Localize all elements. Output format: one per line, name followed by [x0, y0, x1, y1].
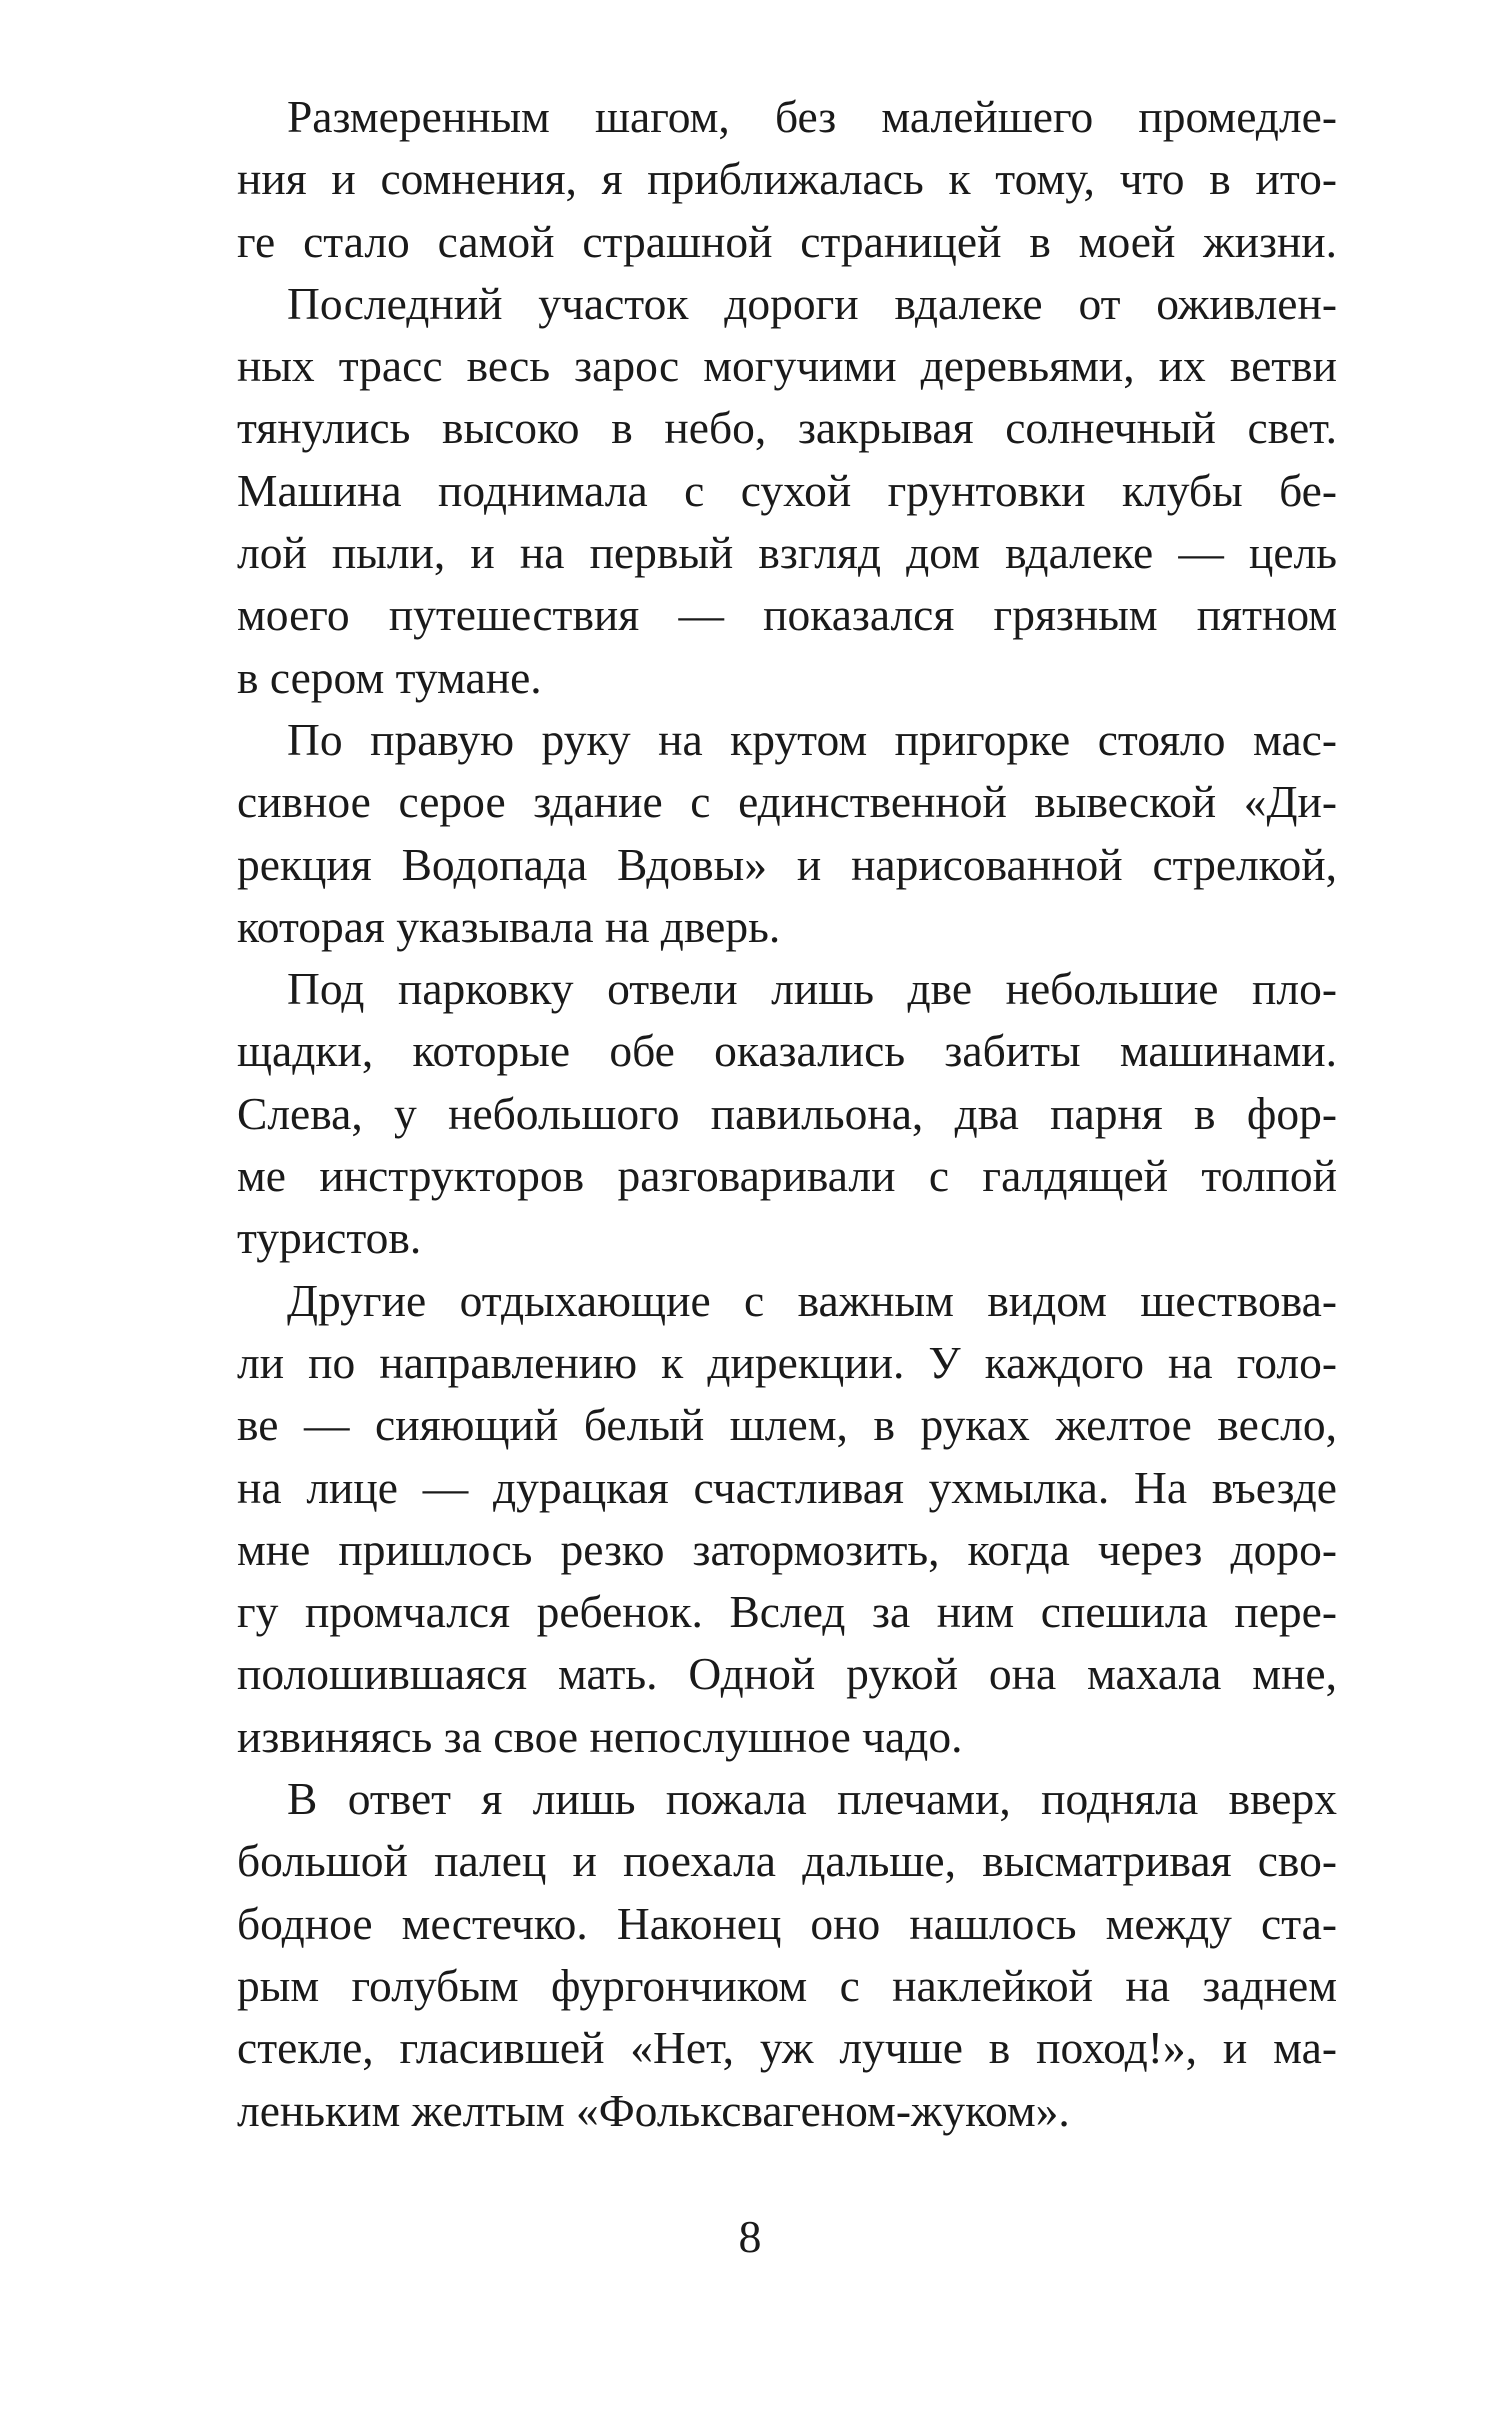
text-line: Размеренным шагом, без малейшего промедле- [287, 91, 1337, 142]
text-line: Слева, у небольшого павильона, два парня в фор- [237, 1087, 1337, 1139]
text-line: лой пыли, и на первый взгляд дом вдалеке — цель [237, 527, 1337, 579]
text-line: на лице — дурацкая счастливая ухмылка. На въезде [237, 1461, 1337, 1513]
page-number: 8 [738, 2211, 762, 2262]
text-line: щадки, которые обе оказались забиты машинами. [237, 1025, 1337, 1077]
text-line: ге стало самой страшной страницей в моей жизни. [237, 215, 1337, 267]
text-line: Машина поднимала с сухой грунтовки клубы бе- [237, 464, 1337, 516]
text-line: в сером тумане. [237, 651, 542, 703]
text-line: Другие отдыхающие с важным видом шествова- [287, 1274, 1337, 1326]
text-line: ли по направлению к дирекции. У каждого на голо- [237, 1336, 1337, 1388]
text-line: Под парковку отвели лишь две небольшие пло- [287, 963, 1337, 1015]
text-line: ве — сияющий белый шлем, в руках желтое весло, [237, 1399, 1337, 1451]
text-line: извиняясь за свое непослушное чадо. [237, 1710, 963, 1762]
text-line: В ответ я лишь пожала плечами, подняла вверх [287, 1773, 1337, 1825]
text-line: леньким желтым «Фольксвагеном-жуком». [237, 2084, 1070, 2136]
text-line: мне пришлось резко затормозить, когда через доро- [237, 1523, 1337, 1575]
text-line: стекле, гласившей «Нет, уж лучше в поход!», и ма- [237, 2022, 1337, 2074]
body-text [237, 86, 1337, 2142]
text-line: которая указывала на дверь. [237, 900, 781, 952]
text-line: По правую руку на крутом пригорке стояло мас- [287, 713, 1337, 765]
text-line: ния и сомнения, я приближалась к тому, что в ито- [237, 153, 1337, 205]
text-line: сивное серое здание с единственной вывеской «Ди- [237, 776, 1337, 828]
text-line: рым голубым фургончиком с наклейкой на заднем [237, 1959, 1337, 2011]
text-line: тянулись высоко в небо, закрывая солнечный свет. [237, 402, 1337, 454]
text-line: большой палец и поехала дальше, высматривая сво- [237, 1835, 1337, 1887]
text-line: ме инструкторов разговаривали с галдящей толпой [237, 1150, 1337, 1202]
text-line: бодное местечко. Наконец оно нашлось между ста- [237, 1897, 1337, 1949]
text-line: гу промчался ребенок. Вслед за ним спешила пере- [237, 1586, 1337, 1638]
text-line: моего путешествия — показался грязным пятном [237, 589, 1337, 641]
text-line: Последний участок дороги вдалеке от оживлен- [287, 277, 1337, 329]
text-line: ных трасс весь зарос могучими деревьями, их ветви [237, 340, 1337, 392]
text-line: полошившаяся мать. Одной рукой она махала мне, [237, 1648, 1337, 1700]
text-line: рекция Водопада Вдовы» и нарисованной стрелкой, [237, 838, 1337, 890]
text-line: туристов. [237, 1212, 422, 1264]
